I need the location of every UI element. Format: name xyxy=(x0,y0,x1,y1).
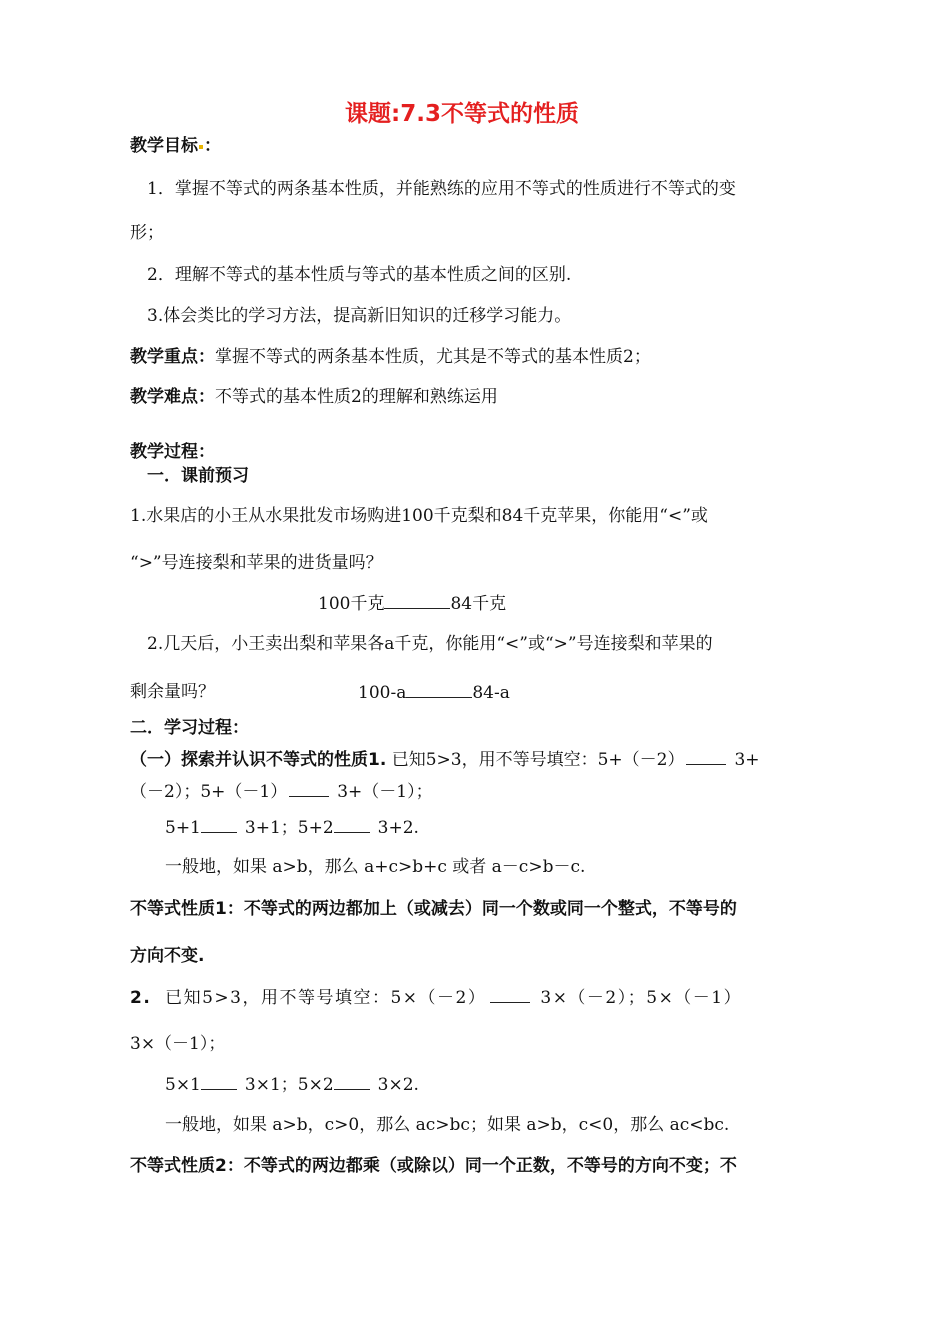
section-1-heading: 一．课前预习 xyxy=(147,466,249,486)
section-2-heading: 二．学习过程： xyxy=(130,718,249,738)
objective-item-1b: 形； xyxy=(130,223,164,243)
answer-blank[interactable] xyxy=(406,681,472,698)
difficulty: 教学难点：不等式的基本性质2的理解和熟练运用 xyxy=(130,387,498,407)
answer-blank[interactable] xyxy=(334,1073,370,1090)
part-1-line-2: （－2）；5+（－1） 3+（－1）； xyxy=(130,782,433,802)
question-1b: “>”号连接梨和苹果的进货量吗？ xyxy=(130,553,383,573)
answer-blank[interactable] xyxy=(490,986,530,1003)
part-1-line-1: （一）探索并认识不等式的性质1. 已知5>3，用不等号填空：5+（－2） 3+ xyxy=(130,750,760,770)
question-2b: 剩余量吗？ xyxy=(130,682,215,702)
part-1-general: 一般地，如果 a>b，那么 a+c>b+c 或者 a－c>b－c. xyxy=(165,857,586,877)
answer-blank[interactable] xyxy=(289,780,329,797)
answer-blank[interactable] xyxy=(334,816,370,833)
answer-blank[interactable] xyxy=(201,1073,237,1090)
page-title: 课题:7.3不等式的性质 xyxy=(345,101,579,127)
property-1b: 方向不变. xyxy=(130,946,205,966)
answer-blank[interactable] xyxy=(201,816,237,833)
marker-dot-icon xyxy=(199,145,203,149)
property-2: 不等式性质2：不等式的两边都乘（或除以）同一个正数，不等号的方向不变；不 xyxy=(130,1156,737,1176)
objective-item-2: 2．理解不等式的基本性质与等式的基本性质之间的区别. xyxy=(147,265,572,285)
question-3-line-1: 2. 已知5>3，用不等号填空：5×（－2） 3×（－2）；5×（－1） xyxy=(130,988,743,1008)
part-1-line-3: 5+1 3+1；5+2 3+2. xyxy=(165,818,419,838)
property-1a: 不等式性质1：不等式的两边都加上（或减去）同一个数或同一个整式，不等号的 xyxy=(130,899,737,919)
process-heading: 教学过程： xyxy=(130,442,215,462)
question-3-line-3: 5×1 3×1；5×2 3×2. xyxy=(165,1075,419,1095)
question-3-general: 一般地，如果 a>b，c>0，那么 ac>bc；如果 a>b，c<0，那么 ac<bc. xyxy=(165,1115,730,1135)
answer-blank[interactable] xyxy=(384,592,450,609)
key-point: 教学重点：掌握不等式的两条基本性质，尤其是不等式的基本性质2； xyxy=(130,347,651,367)
question-2a: 2.几天后，小王卖出梨和苹果各a千克，你能用“<”或“>”号连接梨和苹果的 xyxy=(147,634,713,654)
objectives-heading: 教学目标 ： xyxy=(130,136,221,156)
question-3-line-2: 3×（－1）； xyxy=(130,1034,226,1054)
objective-item-3: 3.体会类比的学习方法，提高新旧知识的迁移学习能力。 xyxy=(147,306,572,326)
question-1-blank-line: 100千克 84千克 xyxy=(318,594,507,614)
question-1a: 1.水果店的小王从水果批发市场购进100千克梨和84千克苹果，你能用“<”或 xyxy=(130,506,708,526)
answer-blank[interactable] xyxy=(686,748,726,765)
objective-item-1a: 1．掌握不等式的两条基本性质，并能熟练的应用不等式的性质进行不等式的变 xyxy=(147,179,736,199)
question-2-blank-line: 100-a 84-a xyxy=(358,683,510,703)
